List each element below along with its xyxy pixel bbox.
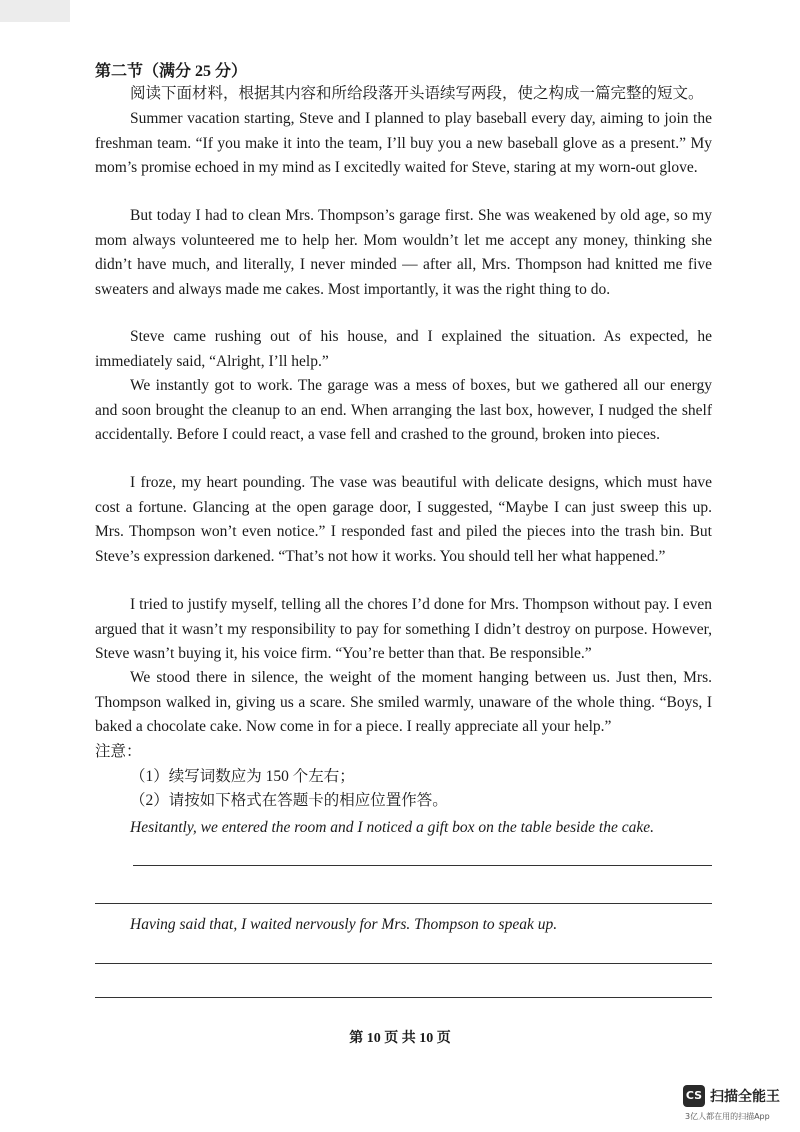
story-paragraph-5: I froze, my heart pounding. The vase was beautiful with delicate designs, which must have cost a fortune. Glancing at the open garage door, I suggested, “Maybe I can just sweep this up. Mrs. Thompson won’t even notice.” I responded fast and piled the pieces into the trash bin. But Steve’s expression darkened. “That’s not how it works. You should tell her what happened.” [95, 474, 712, 565]
scan-corner-shadow [0, 0, 70, 22]
writing-line [133, 865, 712, 866]
page-footer: 第 10 页 共 10 页 [349, 1031, 451, 1046]
story-paragraph-6: I tried to justify myself, telling all the chores I’d done for Mrs. Thompson without pay. I even argued that it wasn’t my responsibility to pay for something I didn’t destroy on purpose. However, Steve wasn’t buying it, his voice firm. “You’re better than that. Be responsible.” [95, 596, 712, 662]
writing-line [95, 903, 712, 904]
story-paragraph-2: But today I had to clean Mrs. Thompson’s garage first. She was weakened by old age, so my mom always volunteered me to help her. Mom wouldn’t let me accept any money, thinking she didn’t have much, and literally, I never minded — after all, Mrs. Thompson had knitted me five sweaters and always made me cakes. Most importantly, it was the right thing to do. [95, 207, 712, 298]
story-paragraph-7: We stood there in silence, the weight of the moment hanging between us. Just then, Mrs. Thompson walked in, giving us a scare. She smiled warmly, unaware of the whole thing. “Boys, I baked a chocolate cake. Now come in for a piece. I really appreciate all your help.” [95, 669, 712, 735]
section-title: 第二节（满分 25 分） [95, 63, 248, 80]
scanner-watermark [683, 1083, 795, 1128]
note-item-2: （2）请按如下格式在答题卡的相应位置作答。 [130, 792, 448, 809]
writing-line [95, 963, 712, 964]
watermark-tagline: 3亿人都在用的扫描App [685, 1112, 770, 1121]
story-paragraph-4: We instantly got to work. The garage was a mess of boxes, but we gathered all our energy and soon brought the cleanup to an end. When arranging the last box, however, I nudged the shelf accidentally. Before I could react, a vase fell and crashed to the ground, broken into pieces. [95, 377, 712, 443]
instruction-text: 阅读下面材料，根据其内容和所给段落开头语续写两段，使之构成一篇完整的短文。 [130, 85, 704, 102]
note-item-1: （1）续写词数应为 150 个左右； [130, 768, 355, 785]
story-paragraph-3: Steve came rushing out of his house, and I explained the situation. As expected, he immediately said, “Alright, I’ll help.” [95, 328, 712, 370]
notes-label: 注意： [95, 743, 142, 760]
story-paragraph-1: Summer vacation starting, Steve and I planned to play baseball every day, aiming to join the freshman team. “If you make it into the team, I’ll buy you a new baseball glove as a present.” My mom’s promise echoed in my mind as I excitedly waited for Steve, staring at my worn-out glove. [95, 110, 712, 176]
watermark-app-name: 扫描全能王 [710, 1089, 780, 1105]
continuation-prompt-2: Having said that, I waited nervously for Mrs. Thompson to speak up. [130, 916, 558, 933]
continuation-prompt-1: Hesitantly, we entered the room and I noticed a gift box on the table beside the cake. [130, 819, 654, 836]
camscanner-logo-icon: CS [683, 1085, 705, 1107]
writing-line [95, 997, 712, 998]
